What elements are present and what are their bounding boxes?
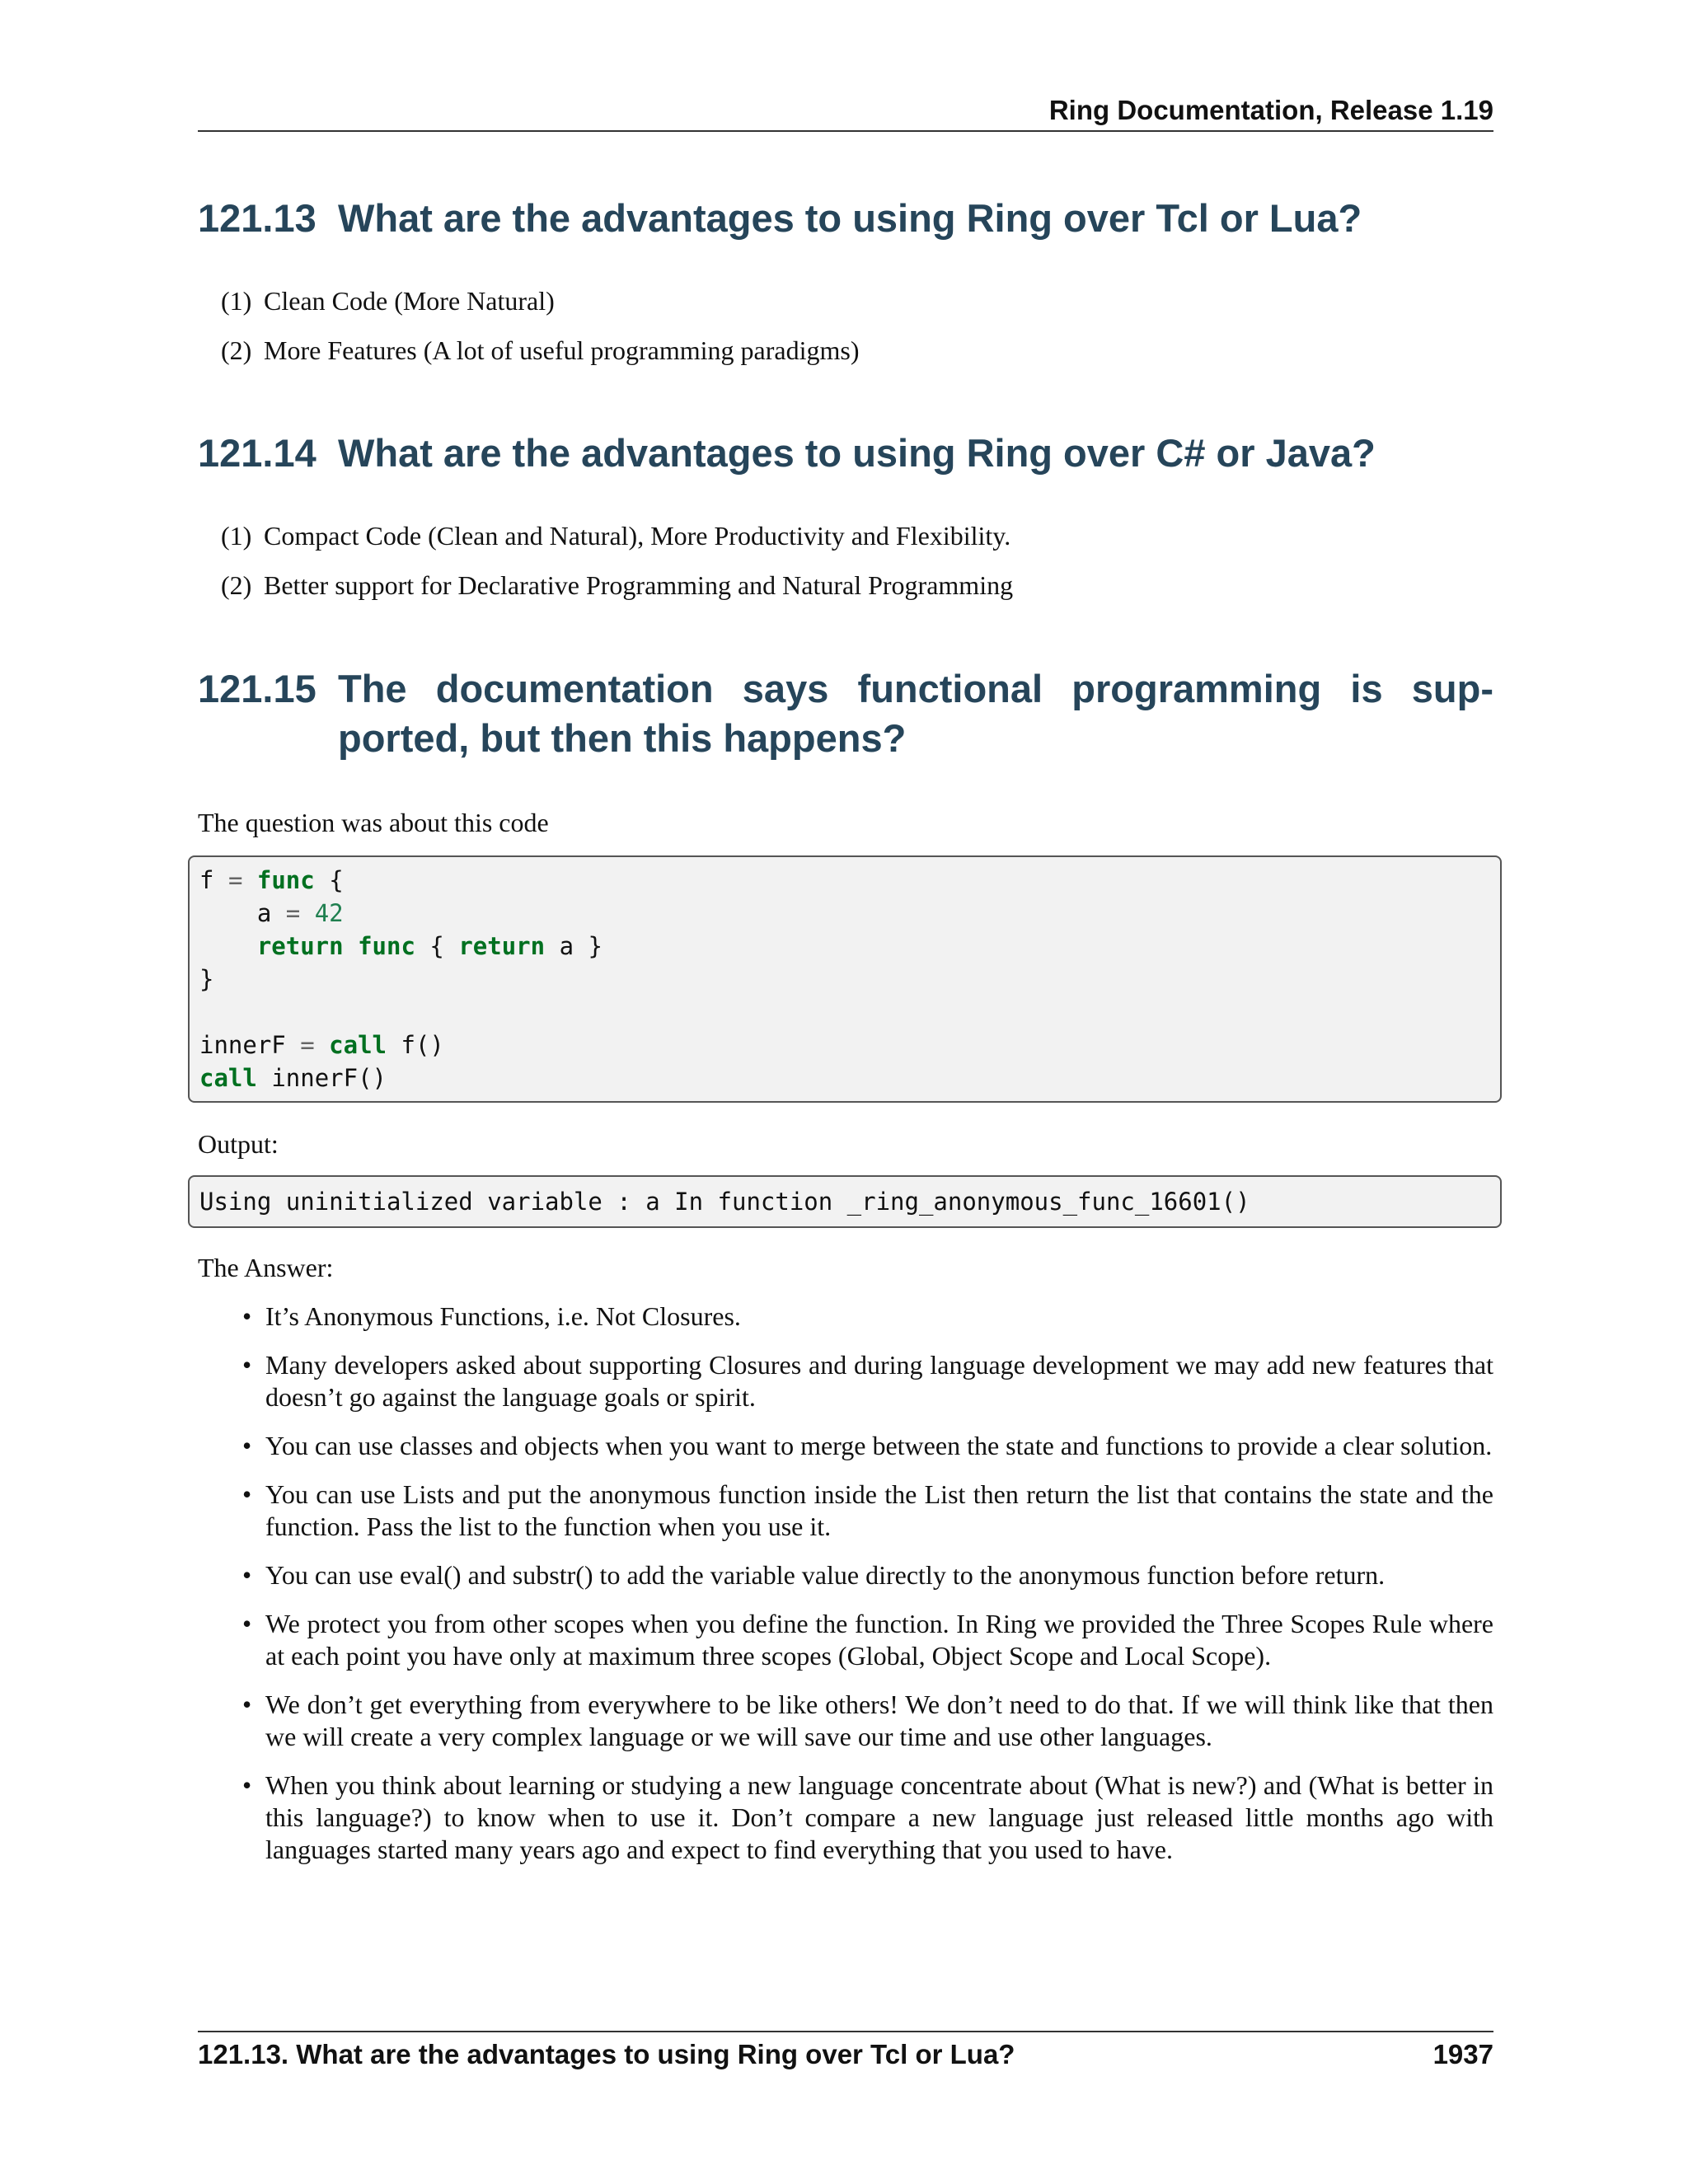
page-number: 1937 — [1432, 2039, 1493, 2069]
running-header: Ring Documentation, Release 1.19 — [198, 91, 1493, 132]
enum-item: (2) More Features (A lot of useful programming paradigms) — [221, 335, 860, 365]
section-title: What are the advantages to using Ring over Tcl or Lua? — [338, 196, 1362, 240]
list-item: • Many developers asked about supporting Closures and during language development we may add new features that doesn’t go against the language goals or spirit. — [242, 1350, 1493, 1412]
enum-item: (2) Better support for Declarative Programming and Natural Programming — [221, 570, 1014, 600]
output-line: Using uninitialized variable : a In function _ring_anonymous_func_16601() — [199, 1188, 1250, 1216]
enum-item: (1) Clean Code (More Natural) — [221, 286, 555, 316]
list-item: • You can use classes and objects when you want to merge between the state and functions to provide a clear solution. — [242, 1431, 1493, 1460]
footer-section-ref: 121.13. What are the advantages to using Ring over Tcl or Lua? — [198, 2039, 1015, 2069]
list-item: • You can use eval() and substr() to add the variable value directly to the anonymous function before return. — [242, 1560, 1386, 1590]
code-line: call innerF() — [199, 1064, 387, 1092]
code-line: } — [199, 965, 214, 993]
code-line: a = 42 — [256, 899, 344, 927]
section-number: 121.14 — [198, 431, 316, 475]
code-line — [199, 996, 1490, 1029]
list-item: • We protect you from other scopes when you define the function. In Ring we provided the Three Scopes Rule where at each point you have only at maximum three scopes (Global, Object Scope and Local Scope). — [242, 1609, 1493, 1671]
list-item: • We don’t get everything from everywhere to be like others! We don’t need to do that. If we will think like that then we will create a very complex language or we will save our time and use other languages. — [242, 1690, 1493, 1751]
answer-label: The Answer: — [198, 1253, 334, 1282]
section-number: 121.13 — [198, 196, 316, 240]
document-page — [198, 0, 1493, 2184]
running-footer — [198, 2031, 1493, 2074]
intro-text: The question was about this code — [198, 808, 549, 837]
code-block — [188, 855, 1502, 1103]
list-item: • It’s Anonymous Functions, i.e. Not Closures. — [242, 1301, 741, 1331]
section-number: 121.15 — [198, 667, 316, 710]
section-title: The documentation says functional programming is sup- ported, but then this happens? — [338, 667, 1493, 760]
section-heading-121-15 — [198, 664, 1493, 763]
enum-item: (1) Compact Code (Clean and Natural), More Productivity and Flexibility. — [221, 521, 1011, 551]
section-title: What are the advantages to using Ring over C# or Java? — [338, 431, 1376, 475]
list-item: • You can use Lists and put the anonymous function inside the List then return the list that contains the state and the function. Pass the list to the function when you use it. — [242, 1479, 1493, 1541]
code-line: return func { return a } — [256, 932, 603, 960]
code-line: innerF = call f() — [199, 1031, 444, 1059]
answer-list — [242, 1301, 1493, 1882]
output-label: Output: — [198, 1129, 279, 1159]
code-line: f = func { — [199, 866, 344, 894]
output-block — [188, 1175, 1502, 1228]
list-item: • When you think about learning or studying a new language concentrate about (What is new?) and (What is better in this language?) to know when to use it. Don’t compare a new language just released little months ago with languages started many years ago and expect to find everything that you used to have. — [242, 1770, 1493, 1864]
